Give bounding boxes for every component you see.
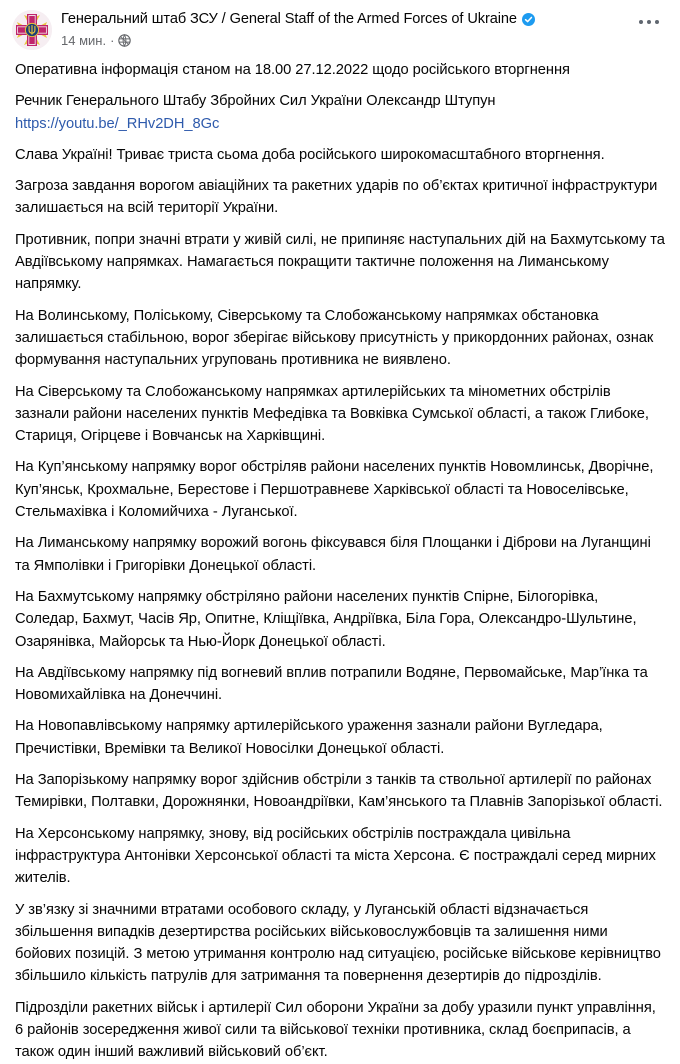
ellipsis-dot [639, 20, 643, 24]
post-options-button[interactable] [634, 14, 664, 30]
post-meta-row [61, 33, 668, 48]
post-paragraph-siversk-slobozhansk: На Сіверському та Слобожанському напрямках артилерійських та мінометних обстрілів зазнали райони населених пунктів Мефедівка та Вовківка Сумської області, а також Глибоке, Стариця, Огірцеве і Вовчанськ на Харківщині. [15, 383, 649, 445]
post-timestamp[interactable]: 14 мин. [61, 33, 107, 48]
verified-check-icon [522, 13, 535, 26]
post-paragraph-strikes: Підрозділи ракетних військ і артилерії Сил оборони України за добу уразили пункт управління, 6 районів зосередження живої сили та військової техніки противника, склад боєприпасів, а також один інший важливий військовий об’єкт. [15, 999, 656, 1061]
post-paragraph-novopavlivka: На Новопавлівському напрямку артилерійського ураження зазнали райони Вугледара, Пречистівки, Времівки та Великої Новосілки Донецької області. [15, 718, 603, 757]
post-paragraph-lyman: На Лиманському напрямку ворожий вогонь фіксувався біля Площанки і Діброви на Луганщині та Ямполівки і Григорівки Донецької області. [15, 535, 651, 574]
post-paragraph-threat: Загроза завдання ворогом авіаційних та ракетних ударів по об’єктах критичної інфраструктури залишається на всій території України. [15, 178, 658, 217]
author-name[interactable]: Генеральний штаб ЗСУ / General Staff of the Armed Forces of Ukraine [61, 11, 517, 27]
avatar[interactable] [12, 10, 52, 50]
general-staff-emblem-icon [12, 10, 52, 50]
post-paragraph-avdiivka: На Авдіївському напрямку під вогневий вплив потрапили Водяне, Первомайське, Мар’їнка та Новомихайлівка на Донеччині. [15, 664, 648, 704]
post-paragraph-bakhmut: На Бахмутському напрямку обстріляно райони населених пунктів Спірне, Білогорівка, Соледар, Бахмут, Часів Яр, Опитне, Кліщіївка, Андріївка, Біла Гора, Олександро-Шультине, Озарянівка, Майорськ та Нью-Йорк Донецької області. [15, 588, 637, 650]
post-body [0, 50, 680, 1064]
post-paragraph-headline: Оперативна інформація станом на 18.00 27.12.2022 щодо російського вторгнення [15, 62, 570, 78]
meta-separator: · [110, 33, 115, 48]
globe-public-icon[interactable] [118, 34, 131, 47]
post-paragraph-desertion: У зв’язку зі значними втратами особового складу, у Луганській області відзначається збільшення випадків дезертирства російських військовослужбовців та залишення ними бойових позицій. З метою утримання контролю над ситуацією, російське військове керівництво збільшило кількість патрулів для затримання та повернення дезертирів до підрозділів. [15, 901, 661, 985]
post-paragraph-slava: Слава Україні! Триває триста сьома доба російського широкомасштабного вторгнення. [15, 146, 605, 163]
post-paragraph-kherson: На Херсонському напрямку, знову, від російських обстрілів постраждала цивільна інфраструктура Антонівки Херсонської області та міста Херсона. Є постраждалі серед мирних жителів. [15, 825, 656, 887]
post-paragraph-kupiansk: На Куп’янському напрямку ворог обстріляв райони населених пунктів Новомлинськ, Дворічне, Куп’янськ, Крохмальне, Берестове і Першотравневе Харківської області та Новоселівське, Стельмахівка і Коломийчиха - Луганської. [15, 459, 654, 521]
spokesman-text: Речник Генерального Штабу Збройних Сил України Олександр Штупун [15, 93, 496, 110]
ellipsis-dot [655, 20, 659, 24]
author-row [61, 11, 668, 28]
post-paragraph-north-directions: На Волинському, Поліському, Сіверському та Слобожанському напрямках обстановка залишається стабільною, ворог зберігає військову присутність у прикордонних районах, ознак формування наступальних угруповань противника не виявлено. [15, 307, 654, 369]
post-header-text [61, 10, 668, 48]
post-paragraph-zaporizhzhia: На Запорізькому напрямку ворог здійснив обстріли з танків та ствольної артилерії по районах Темирівки, Полтавки, Дорожнянки, Новоандріївки, Кам’янського та Плавнів Запорізької області. [15, 772, 663, 811]
post-paragraph-spokesman [15, 90, 665, 135]
youtube-link[interactable]: https://youtu.be/_RHv2DH_8Gc [15, 115, 220, 132]
post-header [0, 0, 680, 50]
post-paragraph-enemy-offensive: Противник, попри значні втрати у живій силі, не припиняє наступальних дій на Бахмутському та Авдіївському напрямках. Намагається покращити тактичне положення на Лиманському напрямку. [15, 231, 665, 293]
ellipsis-dot [647, 20, 651, 24]
